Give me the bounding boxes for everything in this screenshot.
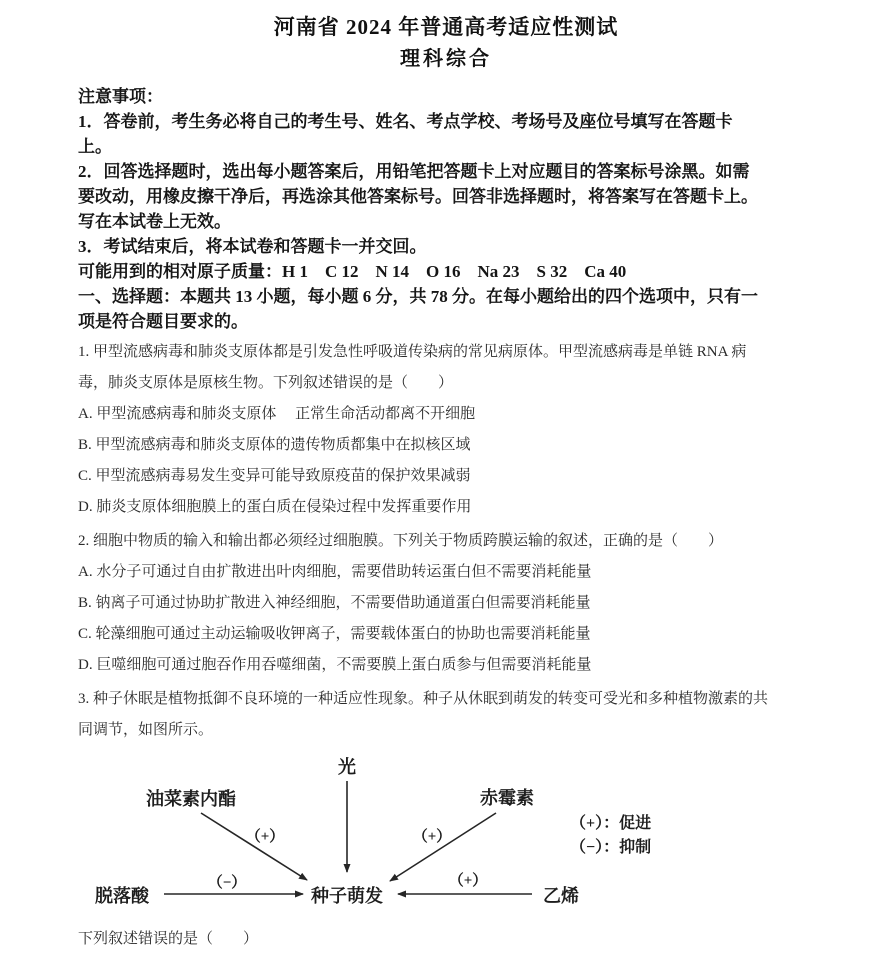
notice-item-2-line: 写在本试卷上无效。	[78, 212, 231, 231]
section-header-line: 项是符合题目要求的。	[78, 312, 248, 331]
question-2-option-d: D. 巨噬细胞可通过胞吞作用吞噬细菌，不需要膜上蛋白质参与但需要消耗能量	[78, 657, 592, 673]
notice-item-1-line: 上。	[78, 137, 112, 156]
notice-item-1-line: 1．答卷前，考生务必将自己的考生号、姓名、考点学校、考场号及座位号填写在答题卡	[78, 112, 733, 131]
legend-promote: （+）：促进	[570, 815, 652, 832]
question-1-option-a: A. 甲型流感病毒和肺炎支原体 正常生命活动都离不开细胞	[78, 406, 476, 422]
question-2-option-c: C. 轮藻细胞可通过主动运输吸收钾离子，需要载体蛋白的协助也需要消耗能量	[78, 626, 591, 642]
question-1	[78, 337, 814, 523]
question-1-option-d: D. 肺炎支原体细胞膜上的蛋白质在侵染过程中发挥重要作用	[78, 499, 472, 515]
question-3-stem-line: 3. 种子休眠是植物抵御不良环境的一种适应性现象。种子从休眠到萌发的转变可受光和多种植物激素的共	[78, 691, 769, 707]
legend-inhibit: （−）：抑制	[570, 839, 652, 856]
node-gibberellin: 赤霉素	[480, 788, 534, 808]
question-3-followup-line: 下列叙述错误的是（ ）	[78, 931, 259, 947]
edge-label-ethylene: （+）	[448, 873, 488, 889]
arrow-brassinolide-to-germination	[201, 813, 307, 880]
atomic-mass-line: 可能用到的相对原子质量：H 1 C 12 N 14 O 16 Na 23 S 32 Ca 40	[78, 262, 627, 281]
notice-item-3-line: 3．考试结束后，将本试卷和答题卡一并交回。	[78, 237, 427, 256]
notice-section	[78, 84, 814, 334]
seed-germination-figure	[0, 746, 872, 918]
node-brassinolide: 油菜素内酯	[146, 789, 236, 809]
node-light: 光	[338, 757, 356, 777]
notice-item-2-line: 要改动，用橡皮擦干净后，再选涂其他答案标号。回答非选择题时，将答案写在答题卡上。	[78, 187, 758, 206]
arrow-gibberellin-to-germination	[390, 813, 496, 881]
question-3-stem-line: 同调节，如图所示。	[78, 722, 214, 738]
question-2-option-b: B. 钠离子可通过协助扩散进入神经细胞，不需要借助通道蛋白但需要消耗能量	[78, 595, 591, 611]
page-subtitle: 理科综合	[400, 48, 492, 70]
section-header-line: 一、选择题：本题共 13 小题，每小题 6 分，共 78 分。在每小题给出的四个选项中，只有一	[78, 287, 758, 306]
question-1-stem-line: 1. 甲型流感病毒和肺炎支原体都是引发急性呼吸道传染病的常见病原体。甲型流感病毒是单链 RNA 病	[78, 344, 747, 360]
edge-label-gibberellin: （+）	[412, 829, 452, 845]
question-1-option-c: C. 甲型流感病毒易发生变异可能导致原疫苗的保护效果减弱	[78, 468, 471, 484]
question-1-option-b: B. 甲型流感病毒和肺炎支原体的遗传物质都集中在拟核区域	[78, 437, 471, 453]
node-seed-germination: 种子萌发	[311, 886, 383, 906]
node-ethylene: 乙烯	[543, 886, 579, 906]
question-2-option-a: A. 水分子可通过自由扩散进出叶肉细胞，需要借助转运蛋白但不需要消耗能量	[78, 564, 592, 580]
edge-label-abscisic-acid: （−）	[207, 875, 247, 891]
question-2-stem-line: 2. 细胞中物质的输入和输出都必须经过细胞膜。下列关于物质跨膜运输的叙述，正确的是（ ）	[78, 533, 724, 549]
question-2	[78, 526, 814, 681]
question-3	[78, 684, 814, 746]
notice-heading: 注意事项：	[78, 87, 163, 106]
edge-label-brassinolide: （+）	[245, 829, 285, 845]
question-1-stem-line: 毒，肺炎支原体是原核生物。下列叙述错误的是（ ）	[78, 375, 454, 391]
node-abscisic-acid: 脱落酸	[95, 886, 149, 906]
notice-item-2-line: 2．回答选择题时，选出每小题答案后，用铅笔把答题卡上对应题目的答案标号涂黑。如需	[78, 162, 750, 181]
page-title: 河南省 2024 年普通高考适应性测试	[273, 15, 619, 39]
